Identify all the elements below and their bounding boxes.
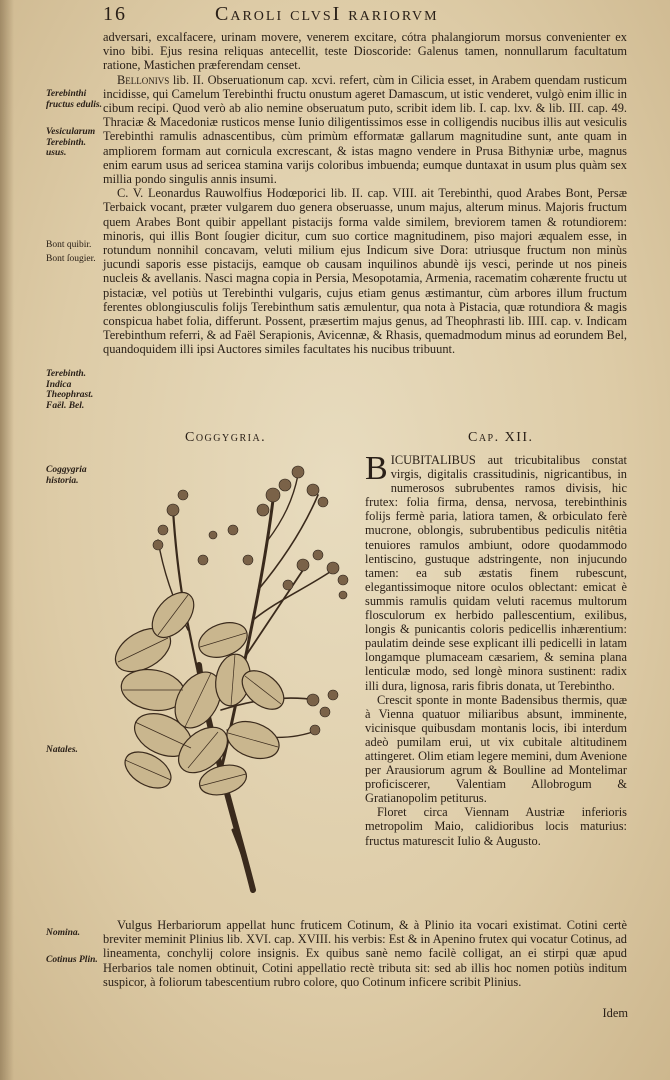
paragraph-vulgus: Vulgus Herbariorum appellat hunc fruticem Cotinum, & à Plinio ita vocari existimat. Cotini certè breviter meminit Plinius lib. XVI. cap. XVIII. his verbis: Est & in Apenino frutex qui vocatur Cotinus, ad lineamenta, conchylij colore insignis. Ex quibus sanè nemo facilè colligat, an ei stirpi quæ apud Herbarios tale nomen obtinuit, Cotini appellatio rectè tributa sit: sed ab illis hoc nomen potiùs inditum suspicor, à foliorum tabescentium rubro colore, quo Cotinum inficere scribit Plinius. xyxy=(103,918,627,989)
margin-note-cotinus-plin: Cotinus Plin. xyxy=(46,955,98,965)
plant-drawing xyxy=(103,450,361,910)
page-number: 16 xyxy=(103,3,127,25)
paragraph-crescit: Crescit sponte in monte Badensibus thermis, quæ à Vienna quatuor miliaribus absunt, imminente, vicinisque quibusdam montanis locis, ibi interdum adeò pumilam erui, ut vix cubitale altitudinem attingeret. Olim etiam legere memini, dum Avenione per Arausiorum agrum & Boulline ad Montelimar proficiscerer, Valentiam Allobrogum & Gratianopolim petiturus. xyxy=(365,692,627,806)
paragraph-description-text: ICUBITALIBUS aut tricubitalibus constat virgis, digitalis crassitudinis, nigricantibus, in numerosos subrubentes ramos divisis, hic frutex: folia firma, densa, nervosa, terebinthinis folijs fermè paria, latiora tamen, & orbiculato ferè mucrone, oblongis, subrubentibus pediculis nitêtia tenuiores ramulos ambiunt, odore quodammodo lentiscino, gustuque adstringente, non injucundo tamen: ea sub æstatis finem rubescunt, elegantissimoque nitore oculos oblectant: emicat è summis ramulis quidam veluti racemus multorum flosculorum ex herbido pallescentium, exilibus, longis & punicantis coloris pedicellis inhærentium: paulatim deinde sese explicant illi pedicelli in latam longamque plumaceam cæsariem, & semina plana lenticulæ modo, sed longè minora sustinent: radix illi dura, lignosa, raris fibris donata, ut Terebintho. xyxy=(365,453,627,693)
coggygria-woodcut-illustration xyxy=(103,450,361,910)
author-bellonius: Bellonivs xyxy=(117,72,170,87)
chapter-number: Cap. XII. xyxy=(468,430,534,445)
drop-cap-letter: B xyxy=(365,450,388,487)
description-column xyxy=(365,450,627,848)
paragraph-description xyxy=(365,450,627,693)
page-gutter-shadow xyxy=(0,0,14,1080)
margin-note-nomina: Nomina. xyxy=(46,928,81,938)
margin-note-bont-sougier: Bont ſougier. xyxy=(46,254,96,264)
margin-note-natales: Natales. xyxy=(46,745,78,755)
margin-note-bont-quibir: Bont quibir. xyxy=(46,240,92,250)
margin-note-vesicularum: Vesicularum Terebinth. usus. xyxy=(46,127,96,158)
section-title-coggygria: Coggygria. xyxy=(185,430,267,445)
catchword: Idem xyxy=(602,1006,628,1020)
margin-note-coggygria-historia: Coggygria historia. xyxy=(46,465,87,486)
running-head xyxy=(103,3,623,27)
paragraph-bellonius-text: lib. II. Obseruationum cap. xcvi. refert, cùm in Cilicia esset, in Arabem quendam rusticum incidisse, qui Camelum Terebinthi fructu onustum ageret Damascum, ut istic venderet, vulgò enim illic in cibum recipi. Quod verò ab alio nemine obseruatum puto, scribit idem lib. I. cap. lxv. & lib. III. cap. 49. Thraciæ & Macedoniæ rusticos mense Iunio diligentissimos esse in colligendis nucibus illis aut vesiculis Terebinthi ramulis adnascentibus, cùm primùm efformatæ gallarum magnitudine sunt, ante quam in ampliorem formam aut cornicula excrescant, & istas magno vendere in Prusa Bithyniæ urbe, magnus enim earum usus ad sericea stamina varijs coloribus imbuenda; eumque duntaxat in usum plus quàm sex millia pondo singulis annis insumi. xyxy=(103,72,627,187)
top-body-text xyxy=(103,30,627,357)
running-title: Caroli clvsI rariorvm xyxy=(215,3,439,25)
paragraph-floret: Floret circa Viennam Austriæ inferioris metropolim Maio, calidioribus locis maturius: fructus maturescit Iulio & Augusto. xyxy=(365,805,627,848)
margin-note-fructus-edulis: Terebinthi fructus edulis. xyxy=(46,89,102,110)
margin-note-terebinth-indica: Terebinth. Indica Theophrast. Faël. Bel. xyxy=(46,369,94,411)
paragraph-rauwolfius: C. V. Leonardus Rauwolfius Hodœporici lib. II. cap. VIII. ait Terebinthi, quod Arabes Bont, Persæ Terbaick vocant, præter vulgarem duo genera obseruasse, unum majus, alterum minus. Majoris fructum quem Arabes Bont quibir appellant pistacijs forma valde similem, breviorem tamen & rotundiorem: minoris, qui illis Bont ſougier dicitur, cum suo cortice magnitudinem, piso majori æqualem esse, in rotundum nonnihil concavam, veluti milium ejus Indicum sive Dora: utriusque fructum non minùs jucundi saporis esse pistacijs, eamque ob causam inquilinos abundè ijs vesci, perinde ut nos pineis nucleis & avellanis. Nasci magna copia in Persia, Mesopotamia, Armenia, racematim cohærente fructu ut pistaciæ, vel potiùs ut Terebinthi vulgaris, cujus etiam genus æstimantur, cùm arbores illum fructum ferentes oblongiusculis folijs Terebinthum satis æmulentur, qua nota à Pistacia, quæ rotundiora & magis conspicua habet folia, differunt. Possent, præsertim majus genus, ad Theophrasti lib. IIII. cap. v. Indicam Terebinthum referri, & ad Faël Serapionis, Avicennæ, & Rhasis, quemadmodum minus ad eorundem Bel, quandoquidem illi ipsi Auctores similes facultates his nucibus tribuunt. xyxy=(103,186,627,357)
paragraph-bellonius xyxy=(103,73,627,187)
paragraph-resina: adversari, excalfacere, urinam movere, venerem excitare, cótra phalangiorum morsus convenienter ex vino bibi. Ejus resina reliquas antecellit, teste Dioscoride: Galenus tamen, nonnullarum facultatum ratione, Mastichen præferendam censet. xyxy=(103,30,627,73)
bottom-body-text xyxy=(103,918,627,989)
